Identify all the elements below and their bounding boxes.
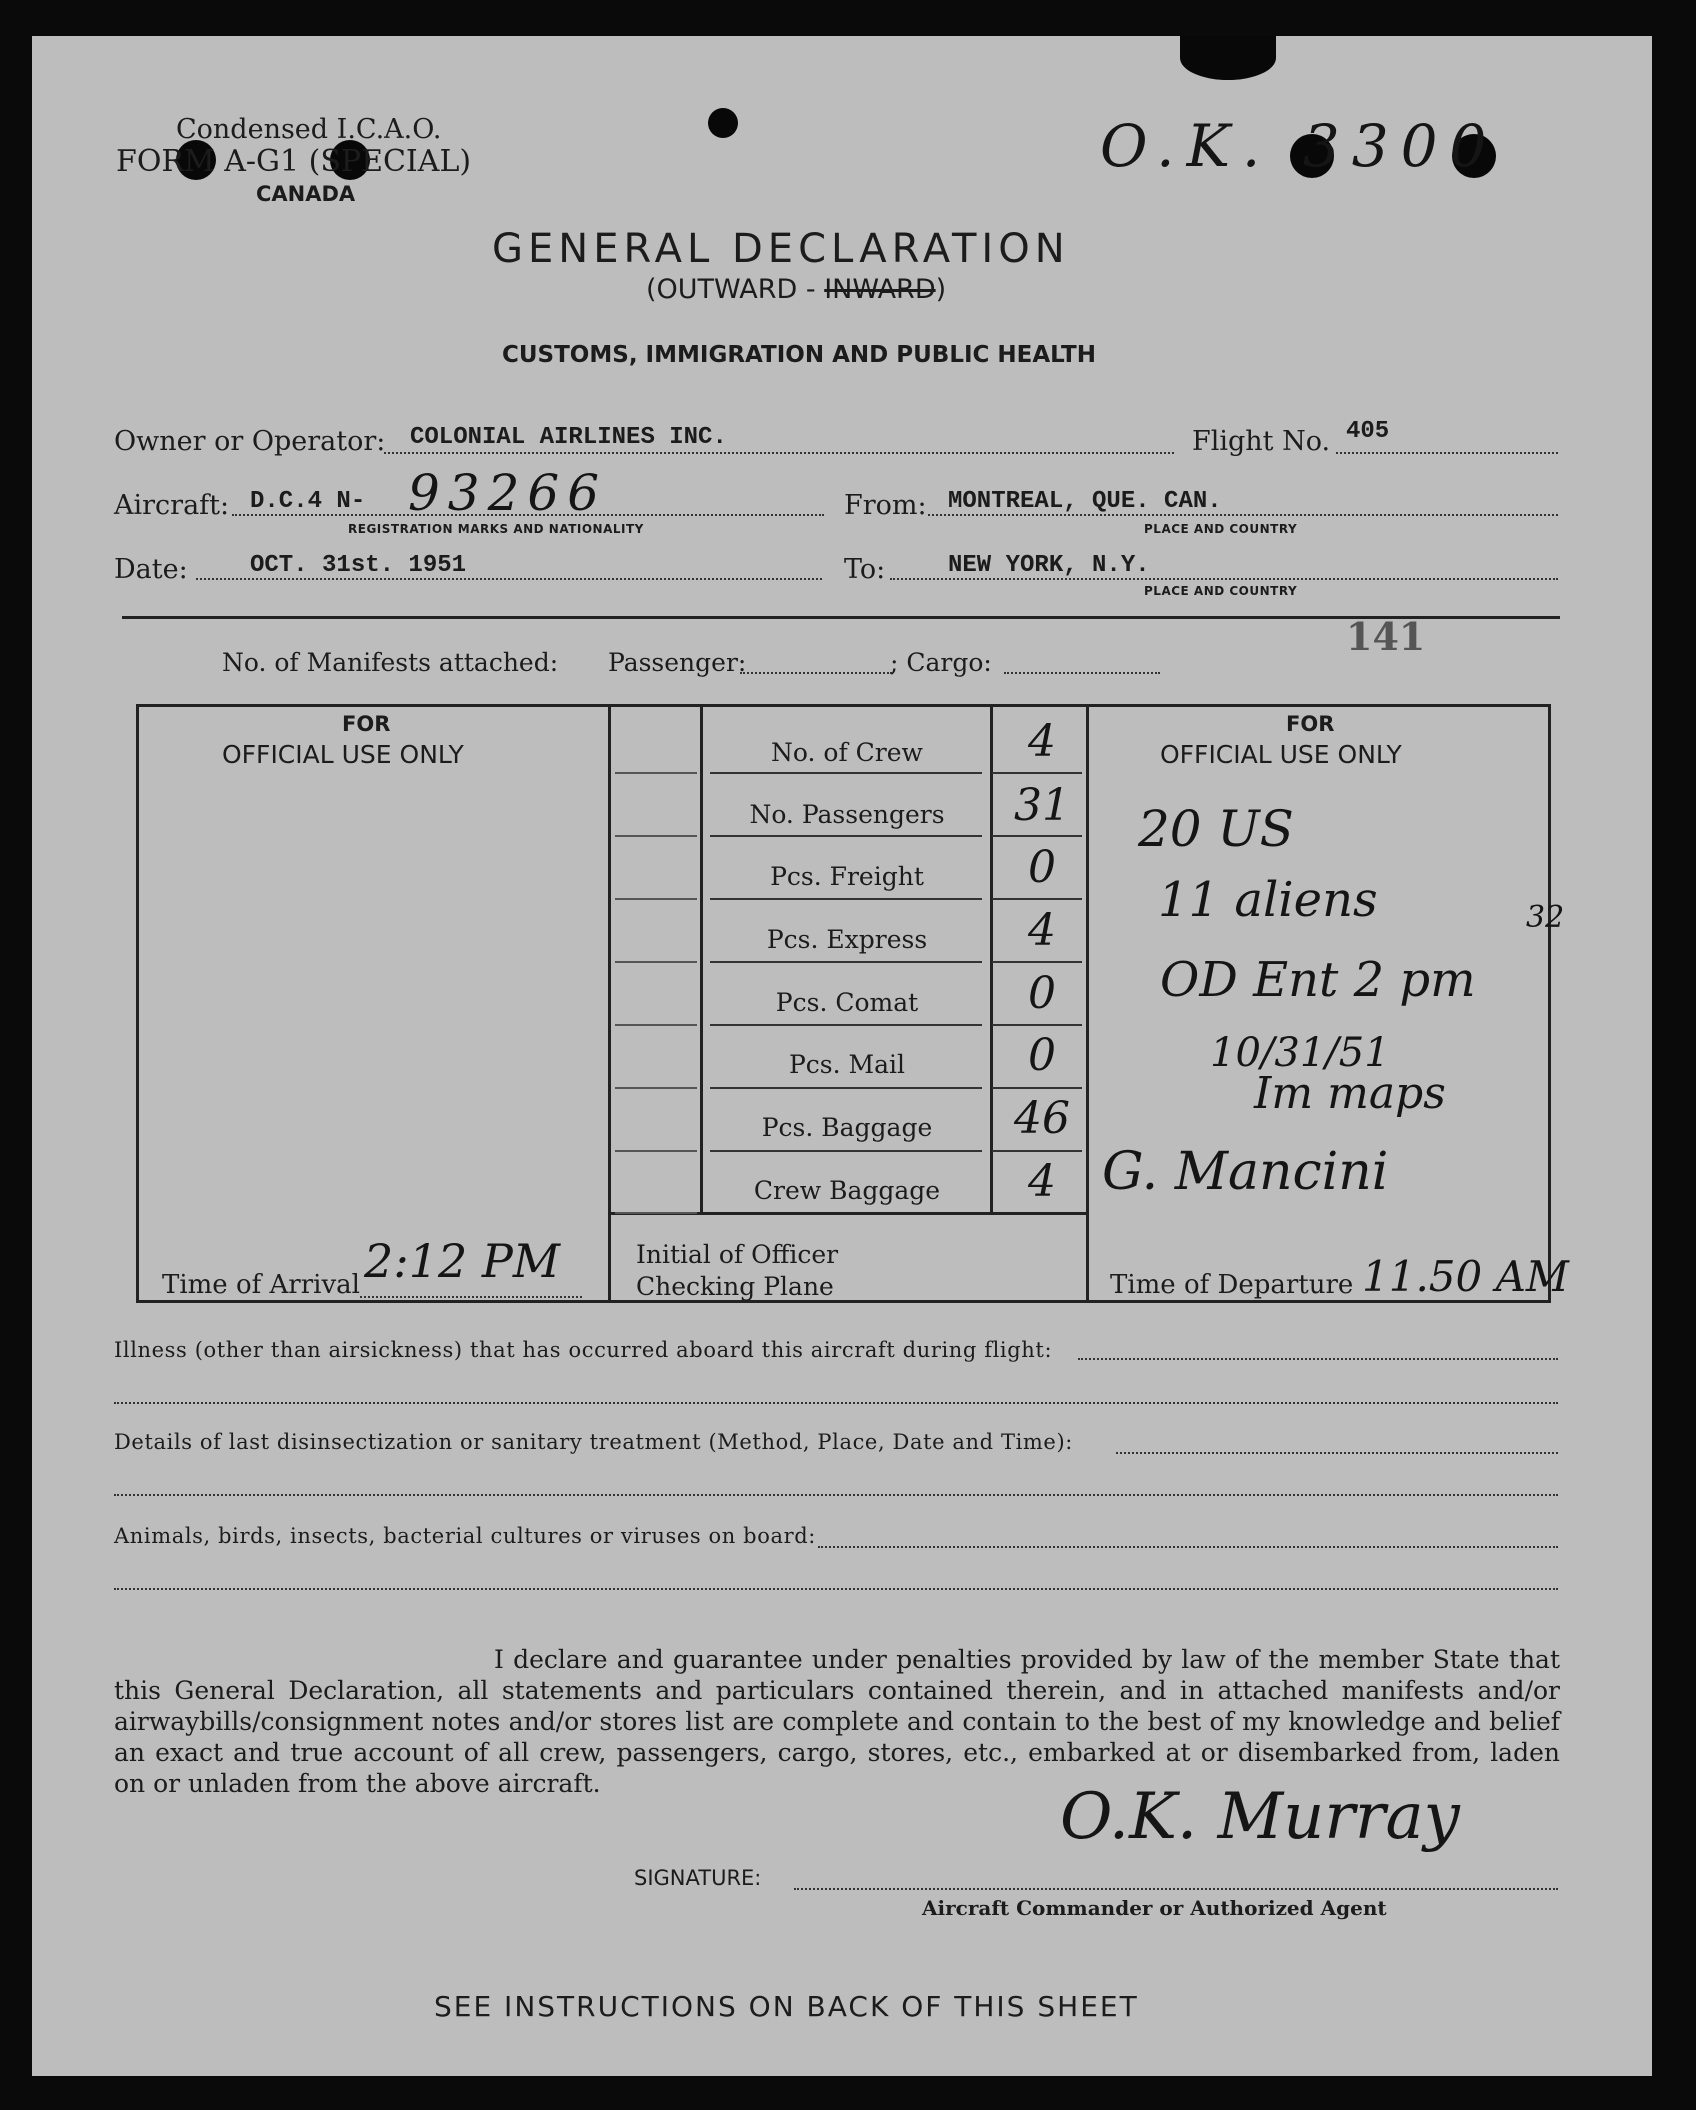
from-caption: PLACE AND COUNTRY — [1144, 522, 1298, 536]
left-head-1: FOR — [342, 712, 391, 736]
animals-rule-2 — [114, 1588, 1558, 1590]
subtitle-inward: INWARD — [824, 274, 936, 305]
table-left — [136, 704, 139, 1303]
row-line — [710, 898, 982, 900]
header-divider — [122, 616, 1560, 619]
signature-caption: Aircraft Commander or Authorized Agent — [922, 1896, 1387, 1920]
subtitle-close: ) — [935, 274, 947, 305]
item-label-express: Pcs. Express — [766, 925, 928, 954]
footer-instructions: SEE INSTRUCTIONS ON BACK OF THIS SHEET — [434, 1990, 1139, 2023]
table-top — [136, 704, 1550, 707]
item-label-crew: No. of Crew — [771, 738, 923, 767]
initial-label-2: Checking Plane — [636, 1272, 834, 1301]
form-line-2: FORM A-G1 (SPECIAL) — [116, 144, 472, 179]
stub-line — [615, 961, 697, 963]
stub-line — [615, 898, 697, 900]
item-value-express: 4 — [1028, 905, 1056, 956]
right-head-2: OFFICIAL USE ONLY — [1160, 740, 1402, 769]
arrival-label: Time of Arrival — [162, 1270, 360, 1300]
illness-rule-2 — [114, 1402, 1558, 1404]
page-subtitle — [646, 274, 946, 305]
disinsect-label: Details of last disinsectization or sanitary treatment (Method, Place, Date and Time): — [114, 1430, 1073, 1454]
stub-line — [615, 1087, 697, 1089]
value-line — [992, 961, 1082, 963]
value-line — [992, 1024, 1082, 1026]
flight-value: 405 — [1346, 418, 1390, 445]
passenger-rule — [740, 672, 892, 674]
subtitle-outward: (OUTWARD - — [646, 274, 825, 305]
stamp-number: O.K. 3300 — [1100, 112, 1499, 180]
item-label-mail: Pcs. Mail — [788, 1050, 906, 1079]
owner-label: Owner or Operator: — [114, 426, 386, 457]
row-line — [710, 1087, 982, 1089]
flight-rule — [1336, 452, 1558, 454]
table-right — [1548, 704, 1551, 1303]
flight-label: Flight No. — [1192, 426, 1331, 457]
aircraft-value: D.C.4 N- — [250, 488, 366, 515]
note-line-4: 10/31/51 — [1210, 1030, 1390, 1076]
table-div-3 — [990, 704, 993, 1214]
item-value-freight: 0 — [1028, 842, 1056, 893]
signature-label: SIGNATURE: — [634, 1866, 762, 1890]
item-label-crew-baggage: Crew Baggage — [753, 1176, 941, 1205]
note-line-3: OD Ent 2 pm — [1160, 952, 1476, 1008]
cargo-rule — [1004, 672, 1160, 674]
table-div-2 — [700, 704, 703, 1214]
page-title: GENERAL DECLARATION — [492, 226, 1070, 272]
from-label: From: — [844, 490, 927, 521]
aircraft-registration: 93266 — [408, 464, 608, 522]
date-value: OCT. 31st. 1951 — [250, 552, 467, 579]
owner-value: COLONIAL AIRLINES INC. — [410, 424, 727, 451]
item-label-comat: Pcs. Comat — [775, 988, 919, 1017]
sub-heading: CUSTOMS, IMMIGRATION AND PUBLIC HEALTH — [502, 342, 1096, 368]
arrival-rule — [360, 1296, 582, 1298]
item-label-freight: Pcs. Freight — [770, 862, 924, 891]
note-line-3-sup: 32 — [1526, 900, 1565, 935]
item-value-mail: 0 — [1028, 1030, 1056, 1081]
aircraft-label: Aircraft: — [114, 490, 230, 521]
item-value-crew-baggage: 4 — [1028, 1156, 1056, 1207]
stub-line — [615, 1212, 697, 1214]
item-value-passengers: 31 — [1014, 780, 1070, 831]
item-label-baggage: Pcs. Baggage — [761, 1113, 933, 1142]
item-value-baggage: 46 — [1014, 1093, 1070, 1144]
note-line-5: Im maps — [1254, 1068, 1446, 1119]
departure-value: 11.50 AM — [1362, 1252, 1569, 1301]
signature-rule — [794, 1888, 1558, 1890]
declaration-text: I declare and guarantee under penalties provided by law of the member State that this General Declaration, all statements and particulars contained therein, and in attached manifests and/or airwaybills/consignment notes and/or stores list are complete and contain to the best of my knowledge and belief an exact and true account of all crew, passengers, cargo, stores, etc., embarked at or disembarked from, laden on or unladen from the above aircraft. — [114, 1645, 1560, 1798]
animals-label: Animals, birds, insects, bacterial cultures or viruses on board: — [114, 1524, 816, 1548]
registration-caption: REGISTRATION MARKS AND NATIONALITY — [348, 522, 644, 536]
right-head-1: FOR — [1286, 712, 1335, 736]
stub-line — [615, 772, 697, 774]
value-line — [992, 898, 1082, 900]
illness-label: Illness (other than airsickness) that has occurred aboard this aircraft during flight: — [114, 1338, 1053, 1362]
row-line — [710, 835, 982, 837]
row-line — [710, 1150, 982, 1152]
from-value: MONTREAL, QUE. CAN. — [948, 488, 1222, 515]
item-value-crew: 4 — [1028, 716, 1056, 767]
ink-blot — [708, 108, 738, 138]
row-line — [710, 772, 982, 774]
value-line — [992, 772, 1082, 774]
to-label: To: — [844, 554, 886, 585]
disinsect-rule-2 — [114, 1494, 1558, 1496]
row-line — [710, 961, 982, 963]
row-line — [710, 1024, 982, 1026]
departure-label: Time of Departure — [1110, 1270, 1354, 1300]
disinsect-rule — [1116, 1452, 1558, 1454]
stamp-141: 141 — [1346, 614, 1426, 659]
to-caption: PLACE AND COUNTRY — [1144, 584, 1298, 598]
form-line-1: Condensed I.C.A.O. — [176, 114, 442, 145]
illness-rule — [1078, 1358, 1558, 1360]
stub-line — [615, 835, 697, 837]
ink-blot — [1180, 36, 1276, 80]
stub-line — [615, 1150, 697, 1152]
animals-rule — [818, 1546, 1558, 1548]
commander-signature: O.K. Murray — [1060, 1780, 1460, 1854]
item-value-comat: 0 — [1028, 968, 1056, 1019]
item-label-passengers: No. Passengers — [749, 800, 945, 829]
value-line — [992, 1150, 1082, 1152]
note-line-2: 11 aliens — [1158, 872, 1378, 928]
owner-rule — [384, 452, 1174, 454]
passenger-label: Passenger: — [608, 648, 747, 677]
value-line — [992, 835, 1082, 837]
date-label: Date: — [114, 554, 188, 585]
to-value: NEW YORK, N.Y. — [948, 552, 1150, 579]
cargo-label: ; Cargo: — [890, 648, 992, 677]
value-line — [992, 1087, 1082, 1089]
form-line-3: CANADA — [256, 182, 356, 206]
initial-label-1: Initial of Officer — [636, 1240, 839, 1269]
left-head-2: OFFICIAL USE ONLY — [222, 740, 464, 769]
table-bottom — [136, 1300, 1550, 1303]
note-line-1: 20 US — [1138, 800, 1294, 858]
manifests-label: No. of Manifests attached: — [222, 648, 559, 677]
stub-line — [615, 1024, 697, 1026]
arrival-value: 2:12 PM — [364, 1234, 560, 1288]
officer-signature: G. Mancini — [1102, 1142, 1389, 1202]
